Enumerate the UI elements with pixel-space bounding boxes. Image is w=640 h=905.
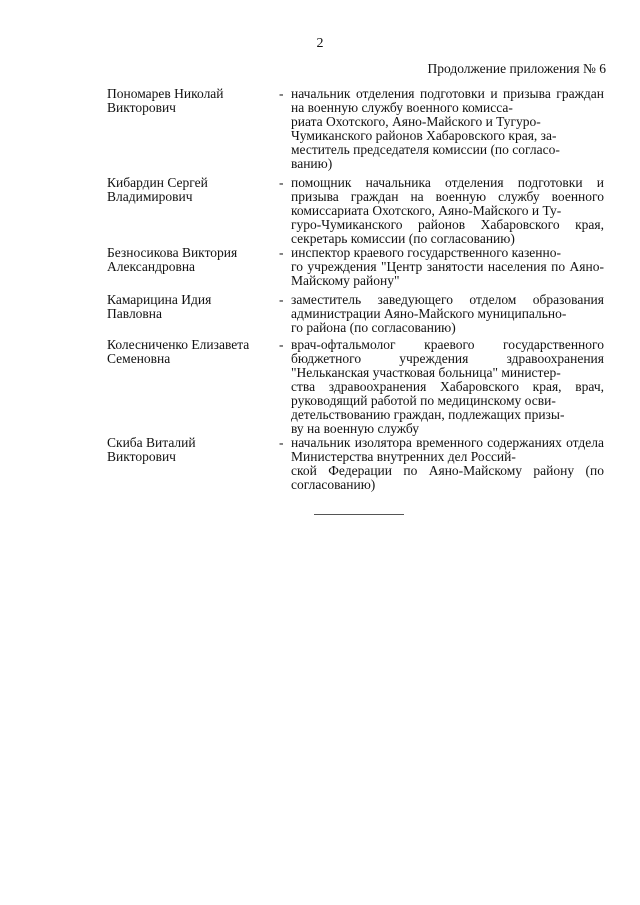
end-divider-line <box>314 514 404 515</box>
member-name: Скиба Виталий Викторович <box>107 435 196 464</box>
dash: - <box>279 435 284 450</box>
page-number: 2 <box>316 36 324 51</box>
member-entry <box>107 87 607 176</box>
member-name: Колесниченко Елизавета Семеновна <box>107 337 250 366</box>
commission-members-list <box>107 87 607 496</box>
member-role: заместитель заведующего отделом образования администрации Аяно-Майского муниципально- го района (по согласованию) <box>291 292 604 335</box>
dash: - <box>279 337 284 352</box>
member-role: начальник изолятора временного содержаниях отдела Министерства внутренних дел Россий- ской Федерации по Аяно-Майскому району (по согласованию) <box>291 435 604 492</box>
dash: - <box>279 292 284 307</box>
member-role: начальник отделения подготовки и призыва граждан на военную службу военного комисса- риата Охотского, Аяно-Майского и Тугуро- Чумиканского районов Хабаровского края, за- меститель председателя комиссии (по согласо- ванию) <box>291 86 604 171</box>
dash: - <box>279 175 284 190</box>
dash: - <box>279 245 284 260</box>
member-entry <box>107 176 607 246</box>
member-name: Камарицина Идия Павловна <box>107 292 212 321</box>
member-role: инспектор краевого государственного казенно- го учреждения "Центр занятости населения по Аяно-Майскому району" <box>291 245 604 288</box>
member-role: врач-офтальмолог краевого государственного бюджетного учреждения здравоохранения "Нельканская участковая больница" министер- ства здравоохранения Хабаровского края, врач, руководящий работой по медицинскому осви- детельствованию граждан, подлежащих призы- ву на военную службу <box>291 337 604 436</box>
member-entry <box>107 293 607 338</box>
member-name: Безносикова Виктория Александровна <box>107 245 238 274</box>
dash: - <box>279 86 284 101</box>
member-entry <box>107 436 607 496</box>
member-name: Кибардин Сергей Владимирович <box>107 175 208 204</box>
member-entry <box>107 338 607 436</box>
member-role: помощник начальника отделения подготовки и призыва граждан на военную службу военного комиссариата Охотского, Аяно-Майского и Ту- гуро-Чумиканского районов Хабаровского края, секретарь комиссии (по согласованию) <box>291 175 604 246</box>
continuation-header: Продолжение приложения № 6 <box>427 61 606 76</box>
member-name: Пономарев Николай Викторович <box>107 86 224 115</box>
member-entry <box>107 246 607 293</box>
